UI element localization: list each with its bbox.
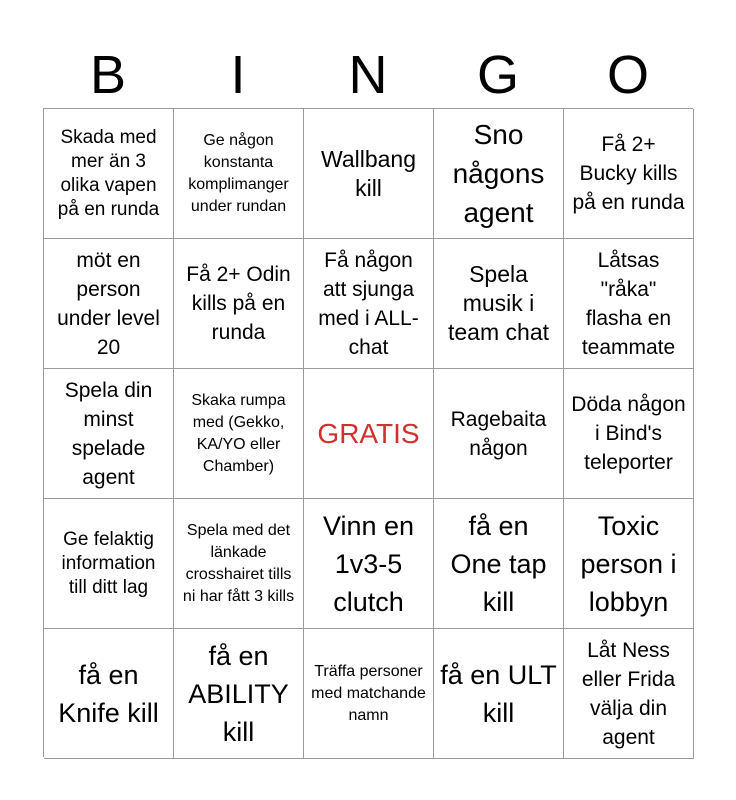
bingo-cell-3-3[interactable] (304, 369, 434, 499)
bingo-cell-2-3[interactable] (304, 239, 434, 369)
bingo-cell-5-1[interactable] (44, 629, 174, 759)
cell-text: Få 2+ Bucky kills på en runda (572, 133, 685, 214)
bingo-cell-5-4[interactable] (434, 629, 564, 759)
cell-text: Ge någon konstanta komplimanger under rundan (188, 131, 289, 215)
bingo-cell-2-2[interactable] (174, 239, 304, 369)
bingo-cell-5-3[interactable] (304, 629, 434, 759)
bingo-cell-2-4[interactable] (434, 239, 564, 369)
header-letter-n: N (348, 45, 388, 105)
cell-text: möt en person under level 20 (57, 248, 160, 359)
cell-text: Sno någons agent (452, 119, 545, 228)
bingo-cell-1-4[interactable] (434, 109, 564, 239)
header-letter-i: I (230, 45, 246, 105)
bingo-cell-2-1[interactable] (44, 239, 174, 369)
header-letter-o: O (606, 45, 649, 105)
bingo-header (43, 42, 693, 108)
cell-text: Få någon att sjunga med i ALL-chat (318, 248, 419, 359)
cell-text: Döda någon i Bind's teleporter (571, 393, 686, 474)
bingo-cell-4-2[interactable] (174, 499, 304, 629)
cell-text: Ge felaktig information till ditt lag (61, 528, 156, 598)
cell-text: Spela musik i team chat (448, 261, 549, 345)
bingo-cell-1-2[interactable] (174, 109, 304, 239)
bingo-cell-3-4[interactable] (434, 369, 564, 499)
bingo-cell-2-5[interactable] (564, 239, 694, 369)
bingo-cell-5-5[interactable] (564, 629, 694, 759)
cell-text: få en ABILITY kill (188, 640, 289, 747)
bingo-cell-3-2[interactable] (174, 369, 304, 499)
header-letter-b: B (89, 45, 127, 105)
cell-text: Spela din minst spelade agent (64, 378, 153, 489)
header-letter-g: G (476, 45, 519, 105)
cell-text: Låtsas "råka" flasha en teammate (581, 248, 676, 359)
bingo-cell-4-5[interactable] (564, 499, 694, 629)
bingo-cell-4-4[interactable] (434, 499, 564, 629)
bingo-cell-1-1[interactable] (44, 109, 174, 239)
cell-text: Skada med mer än 3 olika vapen på en runda (57, 126, 160, 220)
cell-text: Låt Ness eller Frida välja din agent (581, 638, 676, 749)
free-space-text: GRATIS (317, 417, 420, 449)
bingo-cell-1-5[interactable] (564, 109, 694, 239)
cell-text: Spela med det länkade crosshairet tills ni har fått 3 kills (182, 521, 295, 605)
cell-text: Wallbang kill (320, 145, 417, 201)
bingo-cell-4-1[interactable] (44, 499, 174, 629)
cell-text: Få 2+ Odin kills på en runda (186, 263, 291, 344)
bingo-board (43, 108, 693, 757)
cell-text: Vinn en 1v3-5 clutch (322, 510, 415, 617)
bingo-cell-5-2[interactable] (174, 629, 304, 759)
bingo-cell-3-1[interactable] (44, 369, 174, 499)
cell-text: Ragebaita någon (450, 407, 547, 460)
cell-text: få en ULT kill (440, 659, 557, 728)
cell-text: Träffa personer med matchande namn (311, 662, 426, 724)
cell-text: få en One tap kill (450, 510, 547, 617)
cell-text: få en Knife kill (58, 659, 159, 728)
cell-text: Toxic person i lobbyn (580, 510, 677, 617)
bingo-cell-4-3[interactable] (304, 499, 434, 629)
bingo-cell-3-5[interactable] (564, 369, 694, 499)
bingo-cell-1-3[interactable] (304, 109, 434, 239)
cell-text: Skaka rumpa med (Gekko, KA/YO eller Chamber) (191, 391, 286, 475)
